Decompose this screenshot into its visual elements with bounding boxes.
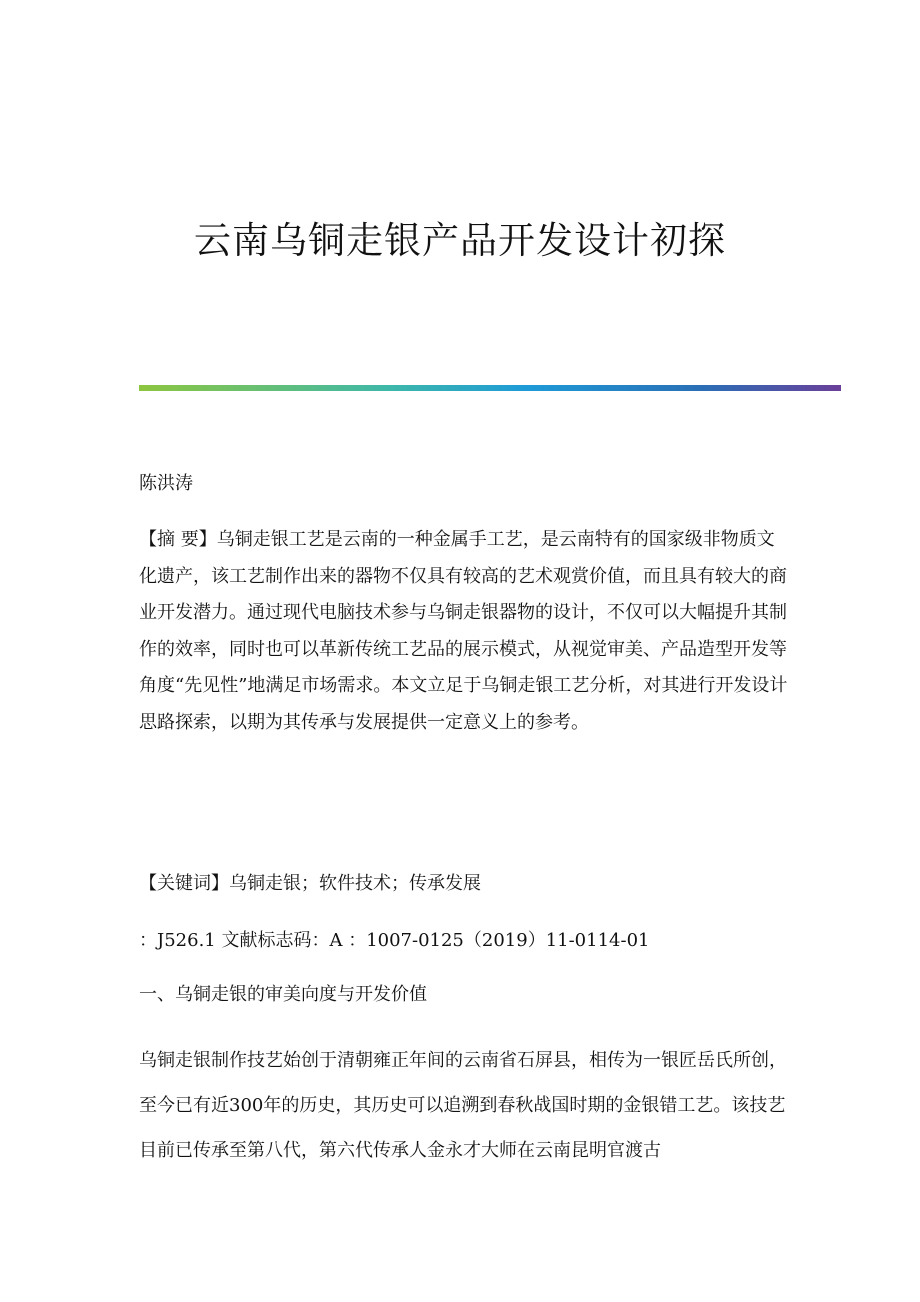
author-name: 陈洪涛 bbox=[139, 473, 193, 494]
body-paragraph: 乌铜走银制作技艺始创于清朝雍正年间的云南省石屏县，相传为一银匠岳氏所创，至今已有近300年的历史，其历史可以追溯到春秋战国时期的金银错工艺。该技艺目前已传承至第八代，第六代传承人金永才大师在云南昆明官渡古 bbox=[139, 1050, 787, 1161]
gradient-divider bbox=[139, 385, 841, 391]
keywords-text: 【关键词】乌铜走银；软件技术；传承发展 bbox=[139, 873, 481, 894]
document-title: 云南乌铜走银产品开发设计初探 bbox=[194, 219, 726, 262]
section-heading: 一、乌铜走银的审美向度与开发价值 bbox=[139, 984, 427, 1005]
abstract-text: 【摘 要】乌铜走银工艺是云南的一种金属手工艺，是云南特有的国家级非物质文化遗产，该工艺制作出来的器物不仅具有较高的艺术观赏价值，而且具有较大的商业开发潜力。通过现代电脑技术参与乌铜走银器物的设计，不仅可以大幅提升其制作的效率，同时也可以革新传统工艺品的展示模式，从视觉审美、产品造型开发等角度“先见性”地满足市场需求。本文立足于乌铜走银工艺分析，对其进行开发设计思路探索，以期为其传承与发展提供一定意义上的参考。 bbox=[139, 529, 788, 733]
classification-line: ：J526.1 文献标志码：A ：1007-0125（2019）11-0114-01 bbox=[139, 930, 650, 951]
